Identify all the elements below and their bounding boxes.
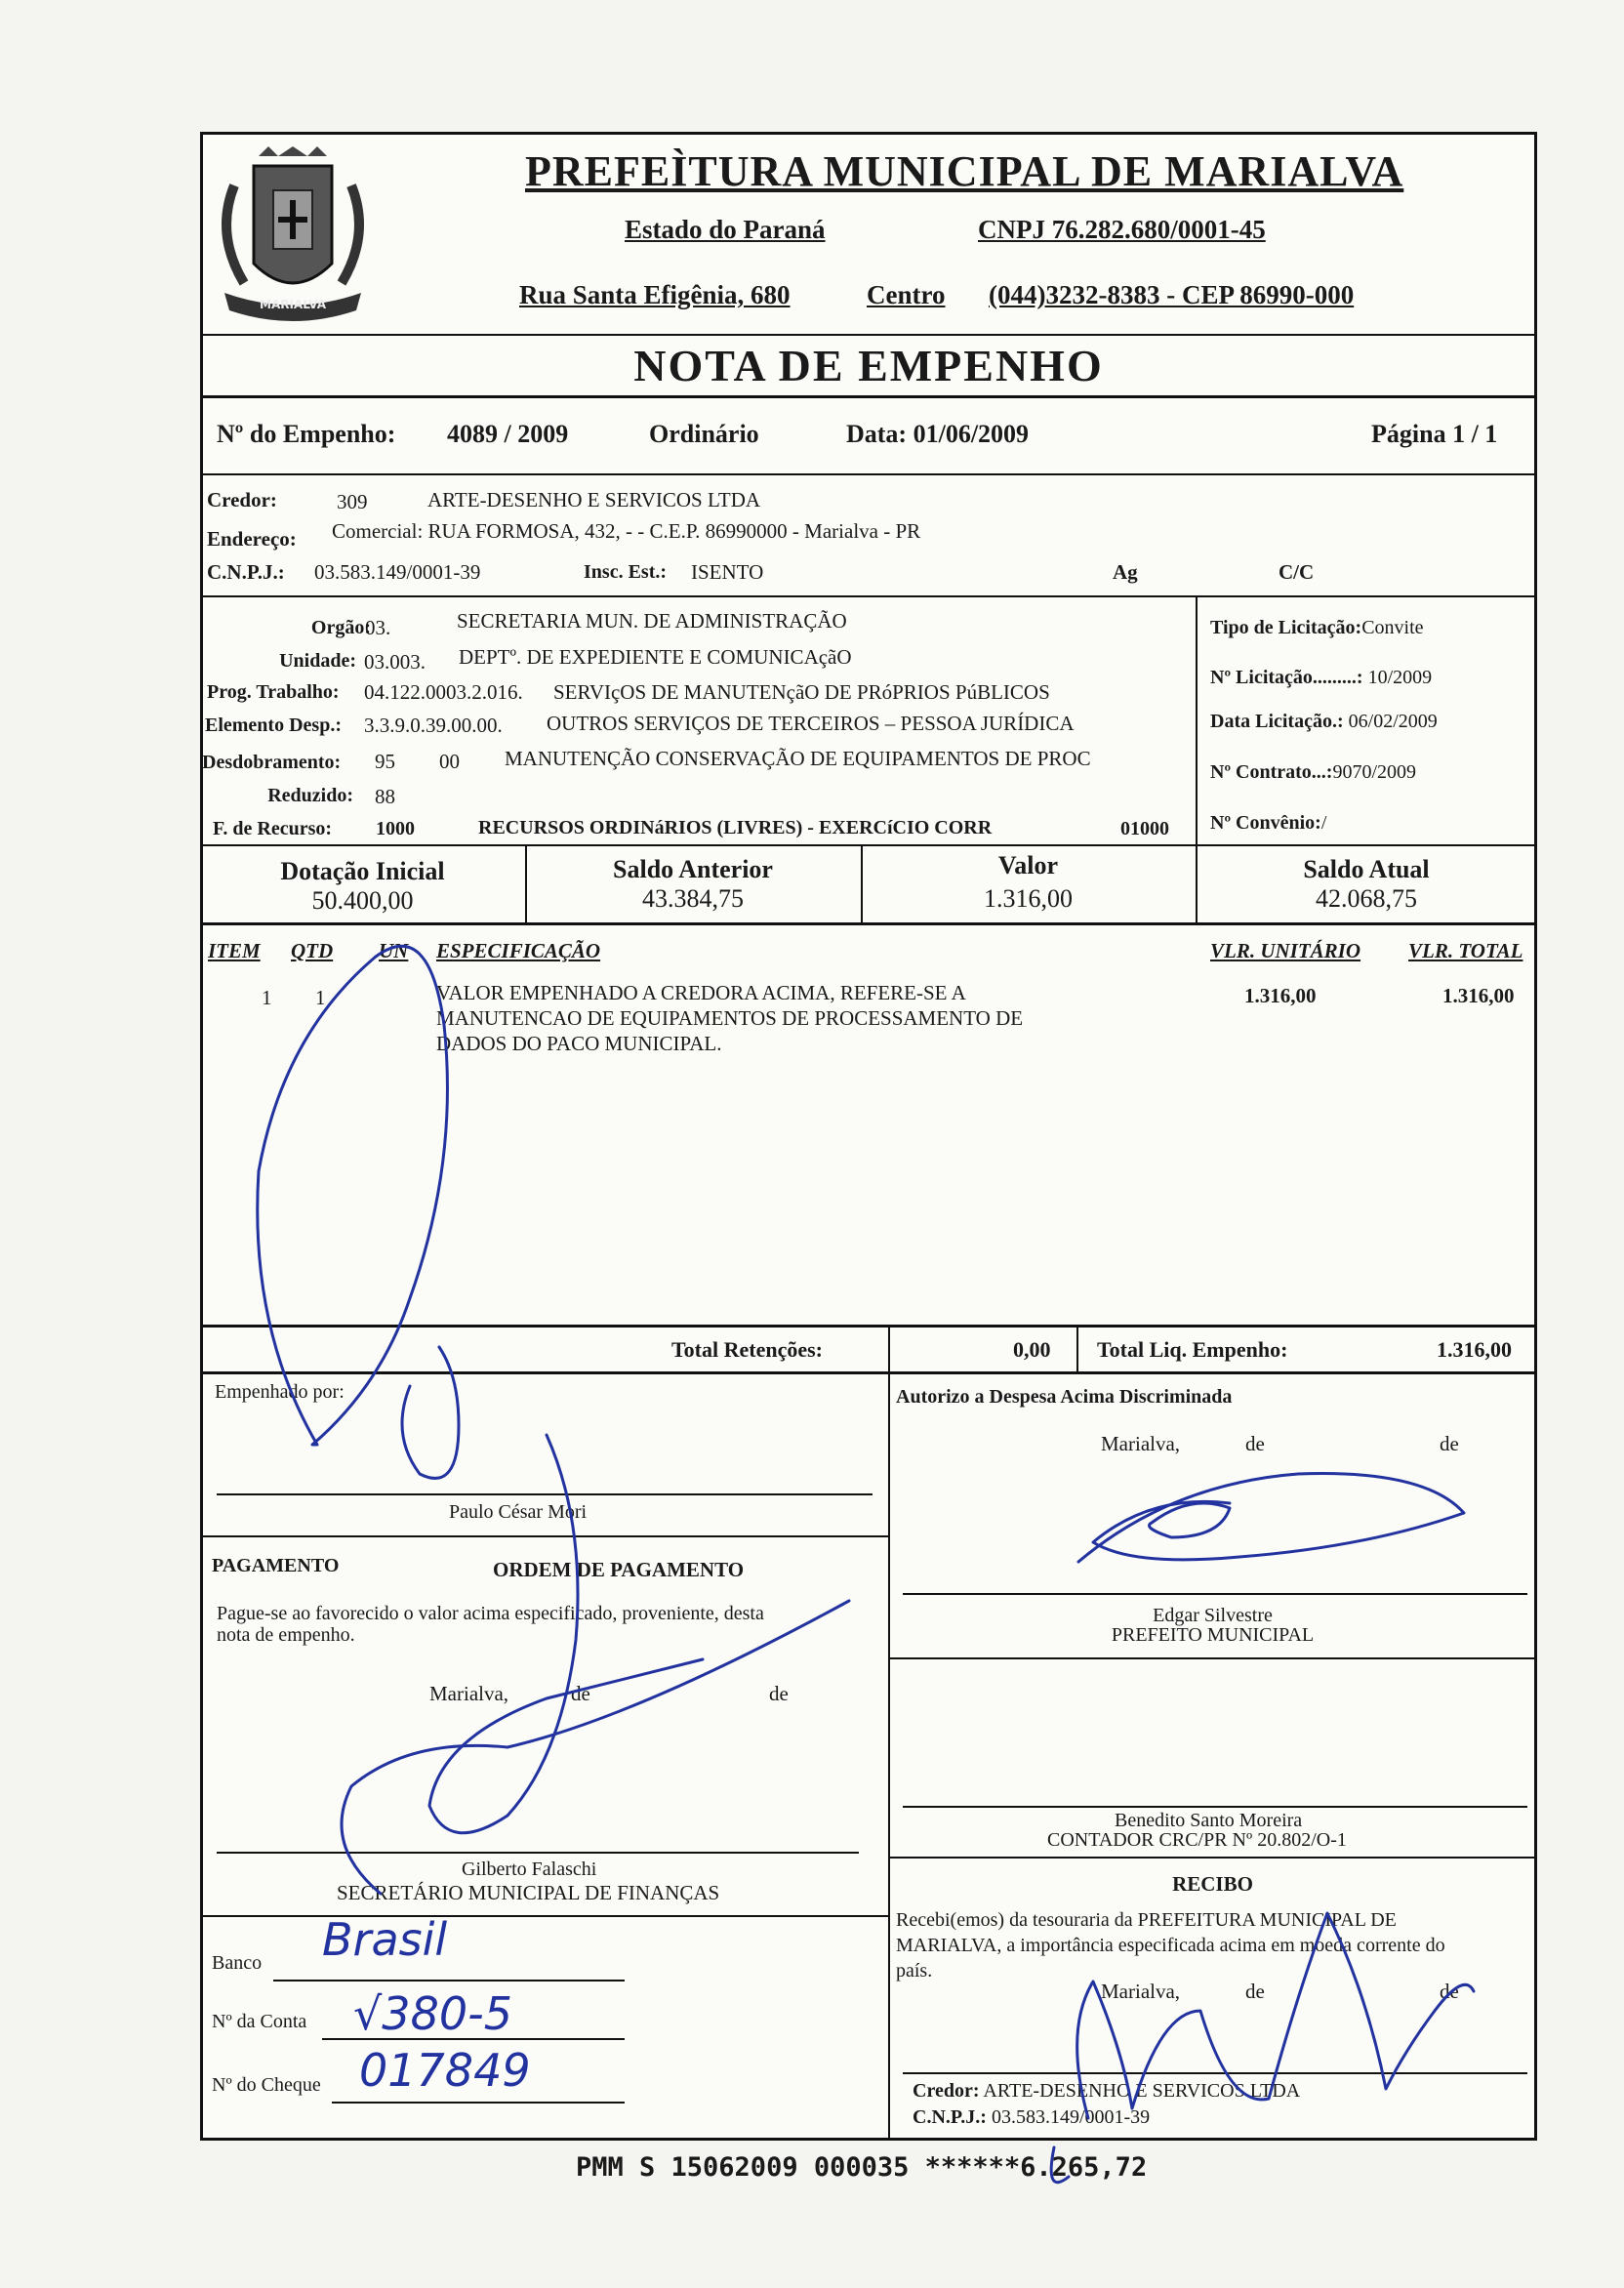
insc-value: ISENTO <box>691 560 764 584</box>
autorizo-city: Marialva, <box>1101 1432 1181 1455</box>
recibo-text-line2: MARIALVA, a importância especificada acima em moeda corrente do <box>896 1935 1445 1956</box>
total-liquido-label: Total Liq. Empenho: <box>1097 1337 1288 1362</box>
desdobramento-b: 00 <box>439 750 460 773</box>
bank-stamp: PMM S 15062009 000035 ******6.265,72 <box>576 2152 1148 2183</box>
orgao-name: SECRETARIA MUN. DE ADMINISTRAÇÃO <box>457 609 847 633</box>
cnpj-label: C.N.P.J.: <box>207 560 285 584</box>
desdobramento-a: 95 <box>375 750 395 773</box>
contador-role: CONTADOR CRC/PR Nº 20.802/O-1 <box>1047 1829 1347 1851</box>
item-unit-value: 1.316,00 <box>1244 984 1317 1007</box>
valor-value: 1.316,00 <box>984 884 1073 913</box>
recibo-city: Marialva, <box>1101 1980 1181 2003</box>
desdobramento-label: Desdobramento: <box>202 752 342 773</box>
recibo-text-line3: país. <box>896 1960 933 1982</box>
pagamento-text-line2: nota de empenho. <box>217 1624 355 1646</box>
empenho-number-label: Nº do Empenho: <box>217 420 396 448</box>
phone-cep: (044)3232-8383 - CEP 86990-000 <box>989 280 1355 309</box>
recibo-cnpj: 03.583.149/0001-39 <box>991 2106 1151 2128</box>
elemento-name: OUTROS SERVIÇOS DE TERCEIROS – PESSOA JURÍDICA <box>547 712 1075 735</box>
banco-handwritten: Brasil <box>322 1913 448 1966</box>
saldo-atual-value: 42.068,75 <box>1316 884 1417 913</box>
pagamento-de1: de <box>571 1682 590 1705</box>
page-number: Página 1 / 1 <box>1371 420 1498 448</box>
empenho-number: 4089 / 2009 <box>447 420 569 448</box>
col-vlr-total: VLR. TOTAL <box>1408 939 1523 962</box>
credor-address: Comercial: RUA FORMOSA, 432, - - C.E.P. 86990000 - Marialva - PR <box>332 519 921 543</box>
fonte-code: 1000 <box>376 818 415 839</box>
contrato-label: Nº Contrato...: <box>1210 761 1333 783</box>
credor-cnpj: 03.583.149/0001-39 <box>314 560 481 584</box>
item-qtd: 1 <box>315 986 326 1009</box>
col-especificacao: ESPECIFICAÇÃO <box>436 939 601 962</box>
orgao-label: Orgão: <box>310 617 371 638</box>
empenhado-por-name: Paulo César Mori <box>449 1501 588 1523</box>
unidade-label: Unidade: <box>279 650 356 672</box>
cheque-handwritten: 017849 <box>359 2044 531 2097</box>
address-label: Endereço: <box>207 527 297 551</box>
licitacao-number-label: Nº Licitação.........: <box>1210 667 1363 688</box>
convenio-number: / <box>1320 812 1327 834</box>
pagamento-de2: de <box>769 1682 789 1705</box>
street-address: Rua Santa Efigênia, 680 <box>519 280 791 309</box>
contrato-number: 9070/2009 <box>1332 761 1417 783</box>
fonte-label: F. de Recurso: <box>213 818 333 839</box>
conta-label: Nº da Conta <box>212 2011 307 2032</box>
item-spec-line3: DADOS DO PACO MUNICIPAL. <box>436 1032 722 1055</box>
credor-code: 309 <box>337 490 368 513</box>
reduzido-label: Reduzido: <box>267 785 353 806</box>
prog-name: SERVIçOS DE MANUTENçãO DE PRóPRIOS PúBLICOS <box>553 680 1050 704</box>
prog-label: Prog. Trabalho: <box>207 681 340 703</box>
licitacao-date-label: Data Licitação.: <box>1210 711 1344 732</box>
total-retencoes-value: 0,00 <box>1013 1337 1051 1362</box>
autorizo-de1: de <box>1245 1432 1265 1455</box>
item-total-value: 1.316,00 <box>1442 984 1515 1007</box>
item-spec-line2: MANUTENCAO DE EQUIPAMENTOS DE PROCESSAMENTO DE <box>436 1006 1024 1030</box>
municipality-cnpj: CNPJ 76.282.680/0001-45 <box>978 215 1266 244</box>
unidade-code: 03.003. <box>364 650 426 674</box>
autorizo-label: Autorizo a Despesa Acima Discriminada <box>896 1386 1233 1408</box>
empenho-type: Ordinário <box>649 420 759 448</box>
contador-name: Benedito Santo Moreira <box>1115 1810 1303 1831</box>
prefeito-name: Edgar Silvestre <box>1153 1605 1273 1626</box>
licitacao-type: Convite <box>1361 617 1424 638</box>
elemento-code: 3.3.9.0.39.00.00. <box>364 714 503 737</box>
col-qtd: QTD <box>291 939 334 962</box>
reduzido-value: 88 <box>375 785 395 808</box>
recibo-cnpj-label: C.N.P.J.: <box>913 2106 987 2128</box>
recibo-de1: de <box>1245 1980 1265 2003</box>
municipal-crest-logo <box>195 146 390 342</box>
ordem-pagamento-label: ORDEM DE PAGAMENTO <box>493 1558 745 1581</box>
pagamento-city: Marialva, <box>429 1682 509 1705</box>
prefeito-role: PREFEITO MUNICIPAL <box>1111 1624 1315 1646</box>
saldo-anterior-value: 43.384,75 <box>642 884 744 913</box>
secretario-name: Gilberto Falaschi <box>462 1859 597 1880</box>
elemento-label: Elemento Desp.: <box>205 715 342 736</box>
credor-label: Credor: <box>207 488 277 511</box>
unidade-name: DEPTº. DE EXPEDIENTE E COMUNICAçãO <box>459 645 852 669</box>
banco-label: Banco <box>212 1952 263 1974</box>
valor-label: Valor <box>997 851 1059 879</box>
col-vlr-unitario: VLR. UNITÁRIO <box>1210 939 1361 962</box>
document-title: NOTA DE EMPENHO <box>633 341 1104 390</box>
empenho-date: Data: 01/06/2009 <box>846 420 1030 448</box>
licitacao-type-label: Tipo de Licitação: <box>1210 617 1362 638</box>
cheque-label: Nº do Cheque <box>212 2074 321 2096</box>
agency-label: Ag <box>1113 560 1138 584</box>
item-spec-line1: VALOR EMPENHADO A CREDORA ACIMA, REFERE-SE A <box>436 981 966 1004</box>
recibo-credor: ARTE-DESENHO E SERVICOS LTDA <box>983 2080 1301 2102</box>
col-item: ITEM <box>208 939 261 962</box>
recibo-de2: de <box>1440 1980 1459 2003</box>
licitacao-number: 10/2009 <box>1367 667 1433 688</box>
prog-code: 04.122.0003.2.016. <box>364 680 523 704</box>
dotacao-inicial-label: Dotação Inicial <box>280 857 445 885</box>
secretario-role: SECRETÁRIO MUNICIPAL DE FINANÇAS <box>337 1881 720 1904</box>
pagamento-text-line1: Pague-se ao favorecido o valor acima especificado, proveniente, desta <box>217 1603 764 1624</box>
saldo-atual-label: Saldo Atual <box>1303 855 1430 883</box>
orgao-code: 03. <box>365 616 391 639</box>
item-number: 1 <box>262 986 272 1009</box>
recibo-credor-label: Credor: <box>913 2080 980 2102</box>
desdobramento-name: MANUTENÇÃO CONSERVAÇÃO DE EQUIPAMENTOS DE PROC <box>505 747 1091 770</box>
fonte-name: RECURSOS ORDINáRIOS (LIVRES) - EXERCíCIO CORR <box>478 817 993 838</box>
dotacao-inicial-value: 50.400,00 <box>311 886 414 915</box>
convenio-label: Nº Convênio: <box>1210 812 1321 834</box>
district: Centro <box>867 280 946 309</box>
insc-label: Insc. Est.: <box>584 561 668 583</box>
account-label: C/C <box>1279 560 1315 584</box>
pagamento-label: PAGAMENTO <box>212 1555 340 1576</box>
credor-name: ARTE-DESENHO E SERVICOS LTDA <box>427 488 761 511</box>
autorizo-de2: de <box>1440 1432 1459 1455</box>
empenhado-por-label: Empenhado por: <box>215 1381 345 1403</box>
saldo-anterior-label: Saldo Anterior <box>613 855 773 883</box>
total-retencoes-label: Total Retenções: <box>671 1337 823 1362</box>
recibo-title: RECIBO <box>1172 1872 1253 1896</box>
col-un: UN <box>379 939 409 962</box>
municipality-title: PREFEÌTURA MUNICIPAL DE MARIALVA <box>525 147 1404 195</box>
licitacao-date: 06/02/2009 <box>1348 711 1438 732</box>
fonte-number: 01000 <box>1120 818 1169 839</box>
total-liquido-value: 1.316,00 <box>1437 1337 1512 1362</box>
conta-handwritten: √380-5 <box>353 1987 512 2040</box>
crest-ribbon-text: MARIALVA <box>260 298 326 311</box>
recibo-text-line1: Recebi(emos) da tesouraria da PREFEITURA MUNICIPAL DE <box>896 1909 1397 1931</box>
state-name: Estado do Paraná <box>625 215 826 244</box>
